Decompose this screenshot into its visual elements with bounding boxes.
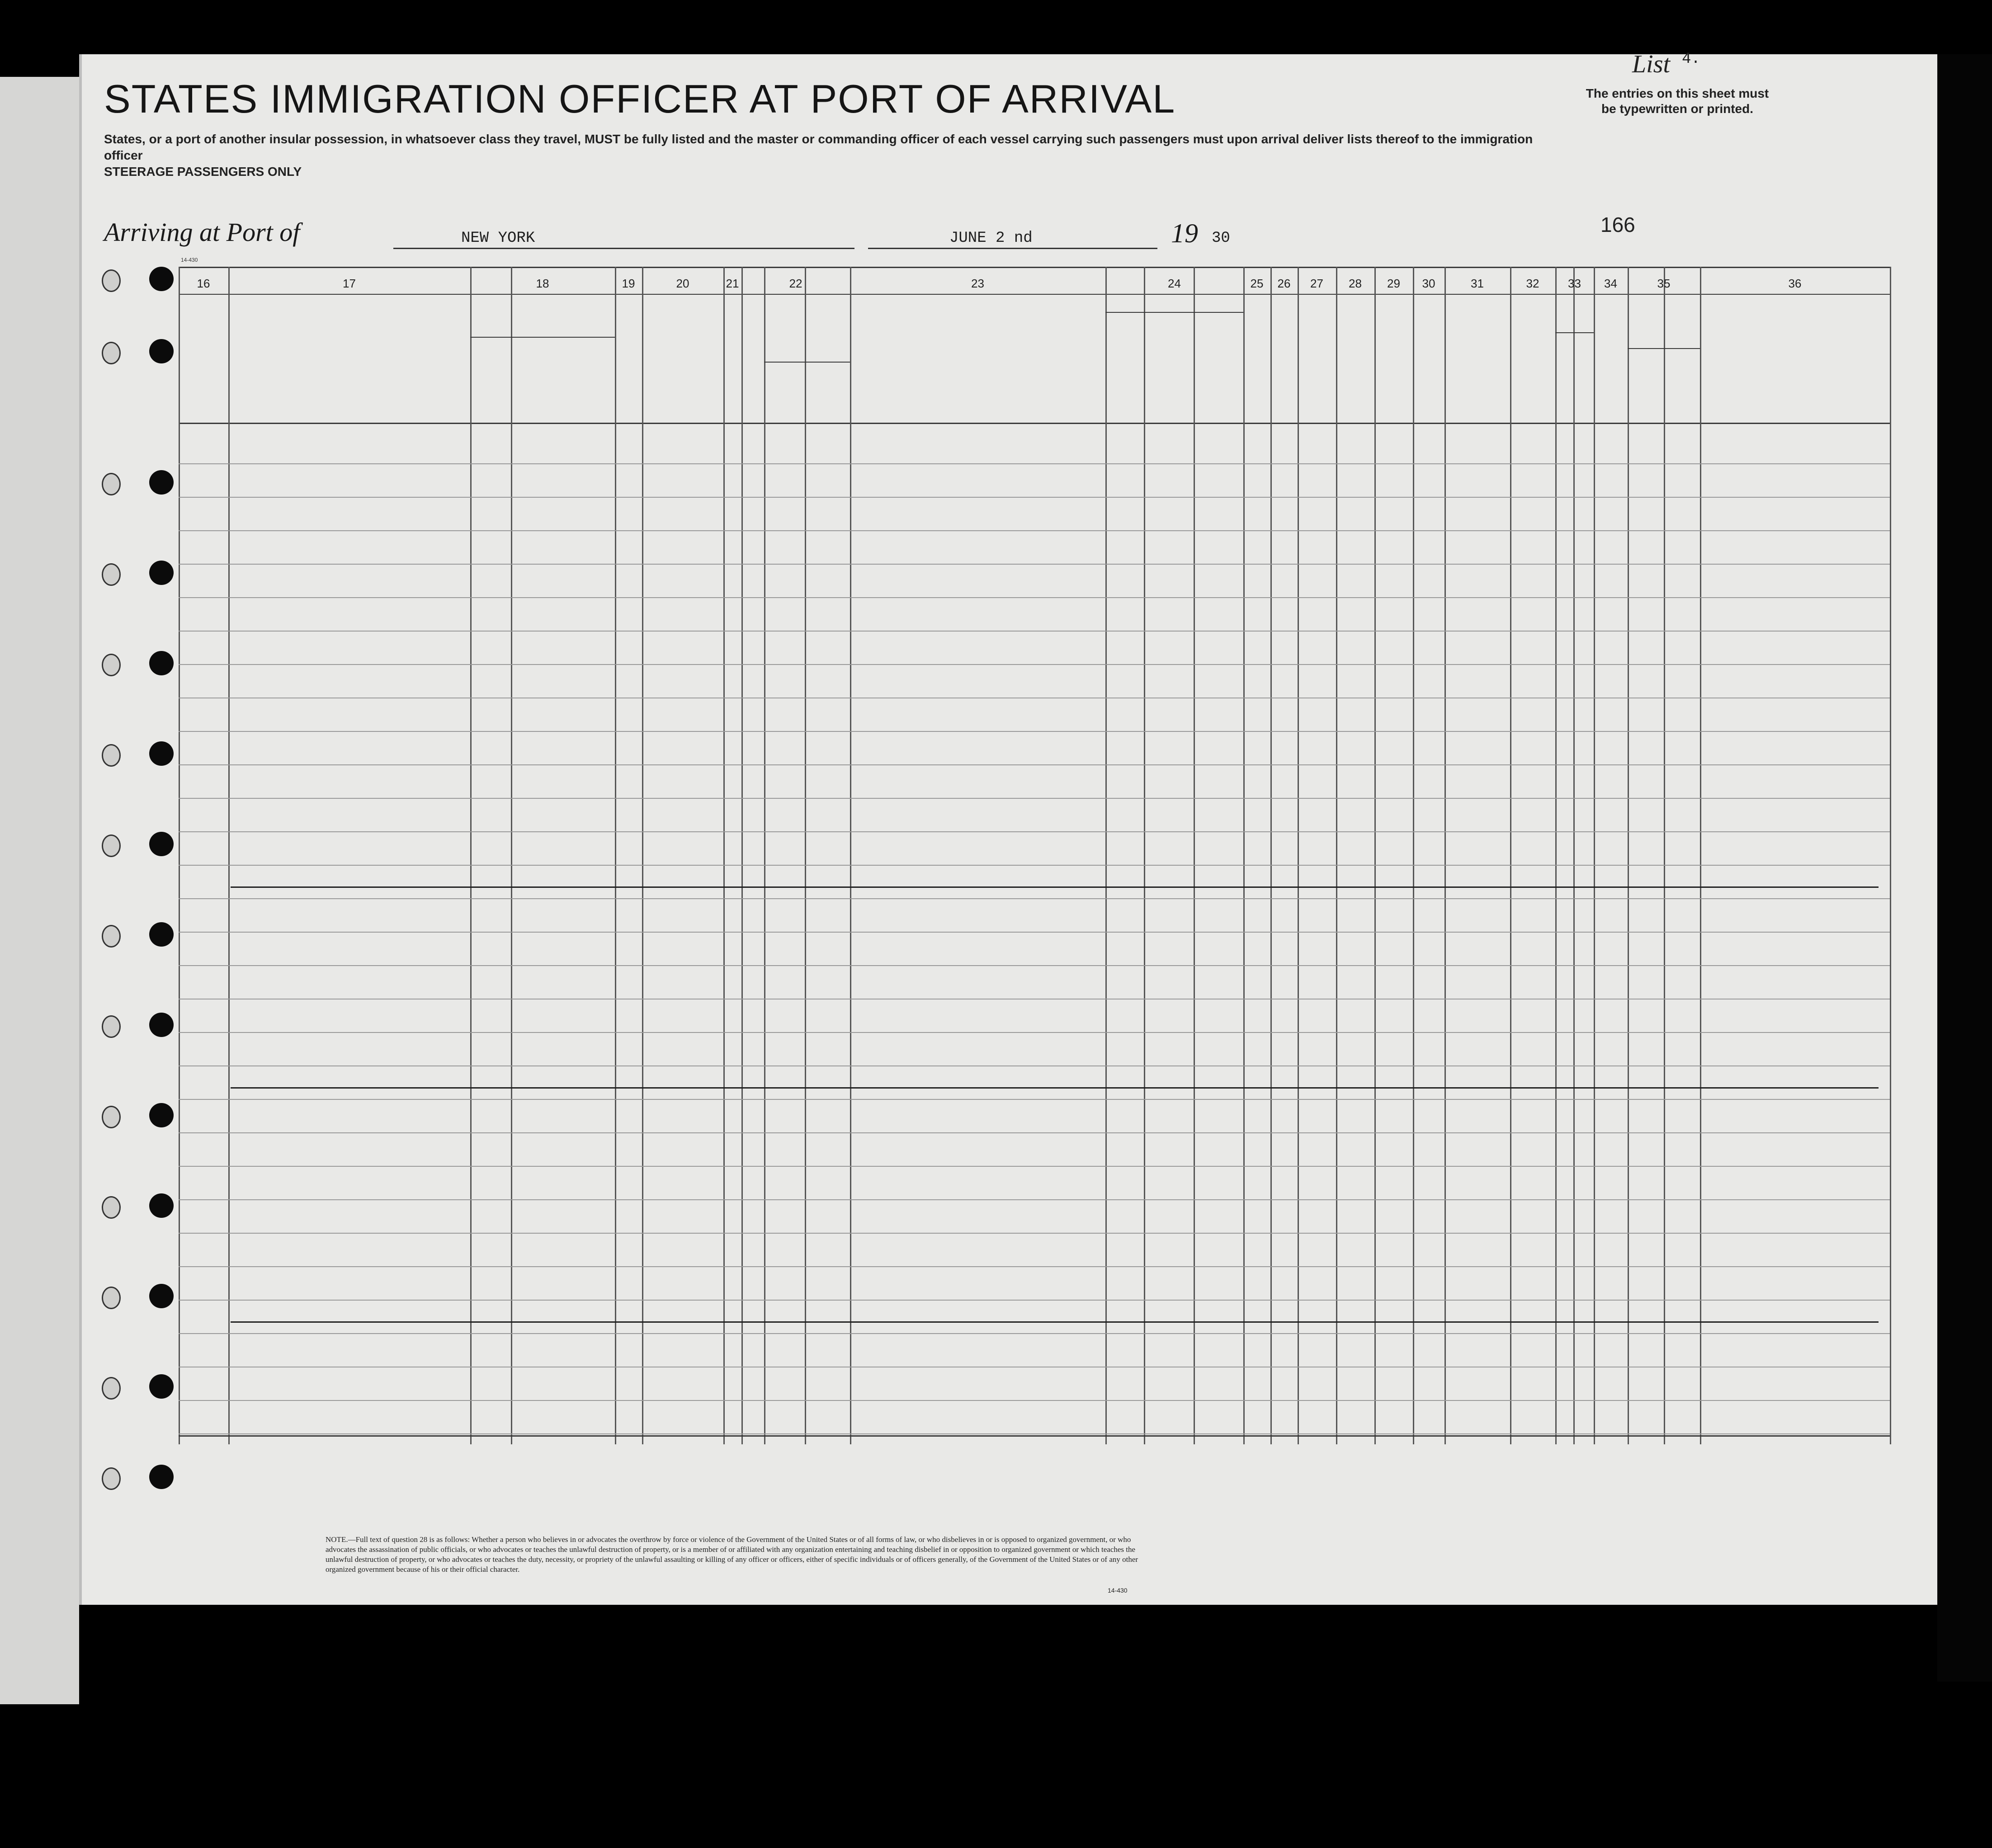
row-separator [179, 865, 1890, 866]
arriving-label: Arriving at Port of [104, 217, 300, 247]
column-divider [1105, 267, 1107, 1444]
binder-hole [149, 1374, 174, 1399]
header-ticket [624, 316, 636, 416]
column-divider [1573, 267, 1575, 1444]
row-strikethrough [231, 1087, 1879, 1089]
column-divider [1444, 267, 1446, 1444]
column-divider [1194, 267, 1195, 1444]
column-number: 36 [1788, 277, 1802, 290]
year-suffix: 30 [1212, 230, 1230, 247]
column-number: 23 [971, 277, 984, 290]
column-divider [1555, 267, 1557, 1444]
binder-hole [149, 267, 174, 291]
binder-hole-outline [102, 563, 121, 586]
binder-hole-outline [102, 473, 121, 495]
column-divider [642, 267, 643, 1444]
row-separator [179, 1099, 1890, 1100]
scan-border [1937, 54, 1992, 1682]
row-separator [179, 831, 1890, 832]
row-strikethrough [231, 1321, 1879, 1323]
column-divider [511, 267, 512, 1444]
column-number: 29 [1387, 277, 1400, 290]
header-inches [1579, 316, 1588, 416]
column-divider [179, 267, 180, 1444]
row-separator [179, 1400, 1890, 1401]
subtitle-line-2: STEERAGE PASSENGERS ONLY [104, 165, 302, 179]
row-separator [179, 631, 1890, 632]
header-bottom-border [179, 423, 1890, 424]
row-separator [179, 1032, 1890, 1033]
subtitle [104, 131, 1551, 180]
column-divider [1336, 267, 1337, 1444]
header-25 [1246, 316, 1267, 416]
subtitle-line-1: States, or a port of another insular possession, in whatsoever class they travel, MUST be fully listed and the master or commanding officer of each vessel carrying such passengers must upon arrival deliver lists thereof to the immigration officer [104, 132, 1533, 162]
column-divider [615, 267, 616, 1444]
header-fifty-dollars [727, 316, 738, 416]
ever-before-divider [764, 362, 850, 363]
row-separator [179, 731, 1890, 732]
binder-hole [149, 1193, 174, 1218]
binder-hole [149, 651, 174, 675]
column-divider [470, 267, 472, 1444]
row-separator [179, 1266, 1890, 1267]
column-number: 24 [1168, 277, 1181, 290]
column-number: 27 [1310, 277, 1323, 290]
binder-hole [149, 1013, 174, 1037]
column-number: 34 [1604, 277, 1617, 290]
column-divider [228, 267, 230, 1444]
row-separator [179, 463, 1890, 464]
column-divider [1243, 267, 1245, 1444]
row-separator [179, 1333, 1890, 1334]
binder-hole-outline [102, 342, 121, 364]
row-separator [179, 664, 1890, 665]
column-divider [1700, 267, 1701, 1444]
column-divider [1374, 267, 1376, 1444]
column-divider [741, 267, 743, 1444]
column-divider [805, 267, 806, 1444]
row-separator [179, 1233, 1890, 1234]
binder-hole-outline [102, 1287, 121, 1309]
color-divider [1628, 348, 1700, 349]
row-separator [179, 965, 1890, 966]
column-divider [1270, 267, 1272, 1444]
column-number: 20 [676, 277, 689, 290]
footer-form-code: 14-430 [1108, 1587, 1128, 1594]
column-number: 28 [1349, 277, 1362, 290]
table-top-border [179, 267, 1890, 268]
column-divider [1664, 267, 1665, 1444]
column-divider [1413, 267, 1414, 1444]
table-bottom-border [179, 1435, 1890, 1437]
binder-hole [149, 561, 174, 585]
list-label: List [1632, 50, 1671, 78]
header-29 [1379, 316, 1409, 416]
row-separator [179, 898, 1890, 899]
header-24b [1153, 316, 1171, 416]
row-separator [179, 1433, 1890, 1434]
header-27 [1310, 316, 1321, 416]
entries-instruction: The entries on this sheet must be typewritten or printed. [1586, 86, 1769, 116]
row-separator [179, 497, 1890, 498]
binder-hole-outline [102, 834, 121, 857]
column-divider [1594, 267, 1595, 1444]
row-separator [179, 932, 1890, 933]
header-26 [1279, 316, 1289, 416]
binder-hole [149, 741, 174, 766]
column-divider [723, 267, 725, 1444]
column-number: 26 [1277, 277, 1291, 290]
port-underline [393, 248, 854, 249]
header-24c [1203, 316, 1230, 416]
column-divider [764, 267, 765, 1444]
binder-hole-outline [102, 1015, 121, 1038]
arrival-date: JUNE 2 nd [949, 230, 1033, 247]
row-separator [179, 1132, 1890, 1133]
header-30 [1417, 316, 1440, 416]
column-number: 22 [789, 277, 802, 290]
column-number: 35 [1657, 277, 1671, 290]
final-destination-divider [470, 337, 615, 338]
row-separator [179, 1199, 1890, 1200]
binder-hole [149, 339, 174, 363]
binder-hole [149, 832, 174, 856]
binder-hole-outline [102, 654, 121, 676]
column-divider [1144, 267, 1145, 1444]
adjacent-page-strip [0, 77, 79, 1704]
binder-hole-outline [102, 1467, 121, 1490]
column-number: 33 [1568, 277, 1581, 290]
binder-hole-outline [102, 1377, 121, 1400]
binder-hole [149, 470, 174, 495]
row-separator [179, 1300, 1890, 1301]
row-separator [179, 1065, 1890, 1066]
column-number-divider [179, 294, 1890, 295]
date-underline [868, 248, 1157, 249]
purpose-divider [1105, 312, 1243, 313]
column-divider [1510, 267, 1511, 1444]
column-number: 31 [1471, 277, 1484, 290]
column-number: 32 [1526, 277, 1539, 290]
column-divider [850, 267, 851, 1444]
row-separator [179, 764, 1890, 765]
form-code: 14-430 [181, 257, 198, 263]
row-separator [179, 530, 1890, 531]
port-of-arrival: NEW YORK [461, 230, 535, 247]
binder-hole [149, 1284, 174, 1308]
binder-hole-outline [102, 744, 121, 767]
header-28 [1341, 316, 1371, 416]
column-divider [1298, 267, 1299, 1444]
page-title: STATES IMMIGRATION OFFICER AT PORT OF ARRIVAL [104, 76, 1176, 121]
column-number: 30 [1422, 277, 1435, 290]
column-divider [1890, 267, 1891, 1444]
row-separator [179, 564, 1890, 565]
column-number: 19 [622, 277, 635, 290]
binder-hole-outline [102, 269, 121, 292]
row-separator [179, 798, 1890, 799]
header-24a [1111, 316, 1138, 416]
page-number: 166 [1600, 213, 1635, 236]
row-separator [179, 1166, 1890, 1167]
column-divider [1628, 267, 1629, 1444]
list-number: 4. [1682, 51, 1700, 68]
binder-hole-outline [102, 925, 121, 948]
year-prefix: 19 [1171, 218, 1198, 248]
row-strikethrough [231, 886, 1879, 888]
binder-hole-outline [102, 1196, 121, 1219]
column-number: 18 [536, 277, 549, 290]
binder-hole [149, 922, 174, 947]
header-feet [1561, 316, 1570, 416]
column-number: 17 [343, 277, 356, 290]
column-number: 16 [197, 277, 210, 290]
column-number: 25 [1250, 277, 1264, 290]
row-separator [179, 597, 1890, 598]
column-number: 21 [726, 277, 739, 290]
binder-hole-outline [102, 1106, 121, 1128]
binder-hole [149, 1103, 174, 1127]
binder-hole [149, 1465, 174, 1489]
footnote: NOTE.—Full text of question 28 is as follows: Whether a person who believes in or advocates the overthrow by force or violence of the Government of the United States or of all forms of law, or who disbelieves in or is opposed to organized government, or who advocates the assassination of public officials, or who advocates or teaches the unlawful destruction of property, or is a member of or affiliated with any organization entertaining and teaching disbelief in or opposition to organized government or which teaches the unlawful destruction of property, or who advocates or teaches the duty, necessity, or propriety of the unlawful assaulting or killing of any officer or officers, either of specific individuals or of officers generally, of the Government of the United States or of any other organized government because of his or their official character. [326, 1535, 1138, 1574]
